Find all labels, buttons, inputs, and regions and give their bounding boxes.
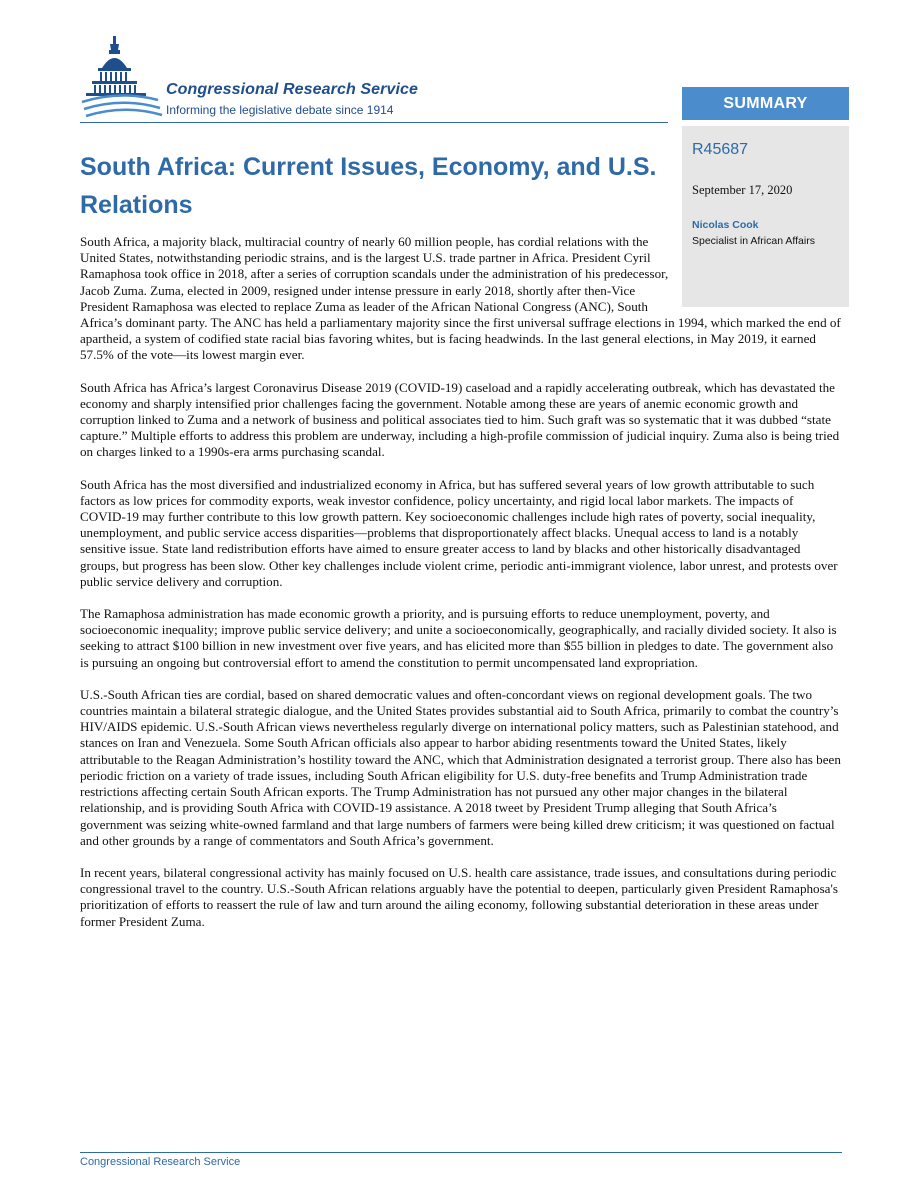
organization-name: Congressional Research Service bbox=[166, 81, 419, 98]
paragraph: In recent years, bilateral congressional activity has mainly focused on U.S. health care assistance, trade issues, and consultations during periodic congressional travel to the country. U.S.-South African relations arguably have the potential to deepen, particularly given President Ramaphosa's prioritization of efforts to reassert the rule of law and turn around the ailing economy, following substantial deterioration in these areas under former President Zuma. bbox=[80, 864, 838, 929]
summary-body bbox=[80, 234, 842, 946]
report-date: September 17, 2020 bbox=[692, 183, 793, 197]
author-title: Specialist in African Affairs bbox=[692, 235, 815, 247]
summary-label: SUMMARY bbox=[682, 87, 849, 120]
report-id: R45687 bbox=[692, 141, 749, 158]
paragraph: South Africa has the most diversified and industrialized economy in Africa, but has suffered several years of low growth attributable to such factors as low prices for commodity exports, weak investor confidence, policy uncertainty, and rigid local labor markets. The impacts of COVID-19 may further contribute to this low growth pattern. Key socioeconomic challenges include high rates of poverty, social inequality, unemployment, and public service access disparities—problems that disproportionately affect blacks. Unequal access to land is a notably sensitive issue. State land redistribution efforts have aimed to ensure greater access to land by blacks and other historically disadvantaged groups, but progress has been slow. Other key challenges include violent crime, periodic anti-immigrant violence, labor unrest, and protests over public service delivery and corruption. bbox=[80, 476, 838, 589]
paragraph: The Ramaphosa administration has made economic growth a priority, and is pursuing efforts to reduce unemployment, poverty, and socioeconomic inequality; improve public service delivery; and unite a socioeconomically, geographically, and racially divided society. It also is seeking to attract $100 billion in new investment over five years, and has elicited more than $55 billion in pledges to date. The government also is pursuing an ongoing but controversial effort to amend the constitution to permit uncompensated land expropriation. bbox=[80, 606, 837, 670]
author-name: Nicolas Cook bbox=[692, 219, 759, 231]
header-divider bbox=[80, 122, 668, 123]
capitol-dome-logo bbox=[80, 34, 170, 122]
organization-tagline: Informing the legislative debate since 1914 bbox=[166, 103, 394, 117]
footer-divider bbox=[80, 1152, 842, 1153]
footer-text: Congressional Research Service bbox=[80, 1156, 241, 1168]
page-title: South Africa: Current Issues, Economy, and U.S. Relations bbox=[80, 153, 657, 219]
paragraph: South Africa, a majority black, multiracial country of nearly 60 million people, has cordial relations with the United States, notwithstanding periodic strains, and is the largest U.S. trade partner in Africa. President Cyril Ramaphosa took office in 2018, after a series of corruption scandals under the administration of his predecessor, Jacob Zuma. Zuma, elected in 2009, resigned under intense pressure in early 2018, shortly after then-Vice President Ramaphosa was elected to replace Zuma as leader of the African National Congress (ANC), South Africa’s dominant party. The ANC has held a parliamentary majority since the first universal suffrage elections in 1994, which marked the end of apartheid, a system of codified state racial bias favoring whites, but is facing headwinds. In the last general elections, in May 2019, it earned 57.5% of the vote—its lowest margin ever. bbox=[80, 234, 841, 363]
paragraph: U.S.-South African ties are cordial, based on shared democratic values and often-concordant views on regional development goals. The two countries maintain a bilateral strategic dialogue, and the United States provides substantial aid to South Africa, primarily to combat the country’s HIV/AIDS epidemic. U.S.-South African views nevertheless regularly diverge on international policy matters, such as Palestinian statehood, and stances on Iran and Venezuela. Some South African officials also appear to harbor abiding resentments toward the United States, likely attributable to the Reagan Administration’s hostility toward the ANC, which that Administration designated a terrorist group. There also has been periodic friction on a variety of trade issues, including South African eligibility for U.S. duty-free benefits and Trump Administration trade restrictions affecting certain South African exports. The Trump Administration has not pursued any other major changes in the bilateral relationship, and is providing South Africa with COVID-19 assistance. A 2018 tweet by President Trump alleging that South Africa’s government was seizing white-owned farmland and that large numbers of farmers were being killed drew criticism; it was questioned on factual and other grounds by a range of commentators and South Africa’s government. bbox=[80, 686, 841, 848]
sidebar-wrap-spacer bbox=[672, 234, 842, 308]
paragraph: South Africa has Africa’s largest Coronavirus Disease 2019 (COVID-19) caseload and a rapidly accelerating outbreak, which has devastated the economy and sharply intensified prior challenges facing the government. Notable among these are years of anemic economic growth and corruption linked to Zuma and a network of business and political associates tied to him. Such graft was so systematic that it was dubbed “state capture.” Multiple efforts to address this problem are underway, including a high-profile commission of judicial inquiry. Zuma also is being tried on charges linked to a 1990s-era arms purchasing scandal. bbox=[80, 379, 840, 460]
